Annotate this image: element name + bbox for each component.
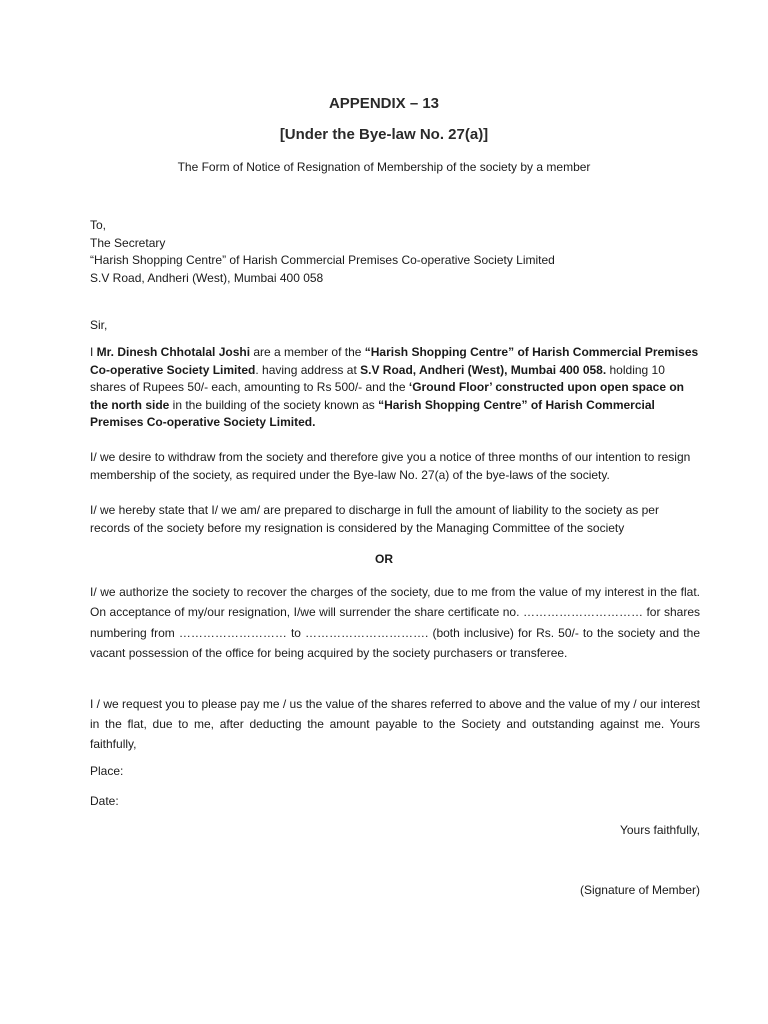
p1-text-5: in the building of the society known as	[169, 397, 379, 412]
member-declaration-paragraph	[90, 344, 700, 432]
p1-text-2: are a member of the	[250, 345, 365, 359]
withdrawal-paragraph: I/ we desire to withdraw from the society and therefore give you a notice of three months of our intention to resign membership of the society, as required under the Bye-law No. 27(a) of the bye-laws of the society.	[90, 450, 691, 482]
salutation: Sir,	[90, 318, 108, 332]
address-to: To,	[90, 218, 107, 232]
place-label: Place:	[90, 764, 124, 778]
society-name-2: “Harish Shopping Centre” of Harish Commercial Premises Co-operative Society Limited.	[90, 397, 655, 430]
recipient-address	[90, 217, 700, 287]
form-title: The Form of Notice of Resignation of Membership of the society by a member	[177, 160, 591, 174]
closing-text: Yours faithfully,	[619, 823, 700, 837]
address-location: S.V Road, Andheri (West), Mumbai 400 058	[90, 270, 324, 285]
bye-law-subtitle: [Under the Bye-law No. 27(a)]	[279, 126, 489, 143]
p1-text-4: holding 10 shares of Rupees 50/- each, amounting to Rs 500/- and the	[90, 362, 665, 395]
society-name: “Harish Shopping Centre” of Harish Commercial Premises Co-operative Society Limited	[90, 345, 699, 377]
address-recipient: The Secretary	[90, 235, 166, 250]
address-society: “Harish Shopping Centre” of Harish Commercial Premises Co-operative Society Limited	[90, 253, 555, 268]
member-address: S.V Road, Andheri (West), Mumbai 400 058.	[360, 362, 607, 377]
appendix-title: APPENDIX – 13	[328, 95, 440, 112]
p1-text-1: I	[90, 345, 97, 359]
floor-description: ‘Ground Floor’ constructed upon open space on the north side	[90, 380, 684, 412]
signature-label: (Signature of Member)	[579, 883, 700, 897]
or-separator: OR	[375, 552, 393, 566]
p1-text-3: . having address at	[255, 362, 361, 377]
member-name: Mr. Dinesh Chhotalal Joshi	[96, 345, 251, 359]
authorization-paragraph: I/ we authorize the society to recover the charges of the society, due to me from the value of my interest in the flat. On acceptance of my/our resignation, I/we will surrender the share certificate no. ………………………… for shares numbering from ……………………… to …………………………. (both inclusive) for Rs. 50/- to the society and the vacant possession of the office for being acquired by the society purchasers or transferee.	[90, 585, 700, 660]
liability-paragraph: I/ we hereby state that I/ we am/ are prepared to discharge in full the amount of liability to the society as per records of the society before my resignation is considered by the Managing Committee of the society	[90, 503, 659, 535]
date-label: Date:	[90, 794, 119, 808]
payment-request-paragraph: I / we request you to please pay me / us the value of the shares referred to above and the value of my / our interest in the flat, due to me, after deducting the amount payable to the Society and outstanding against me. Yours faithfully,	[90, 697, 700, 751]
